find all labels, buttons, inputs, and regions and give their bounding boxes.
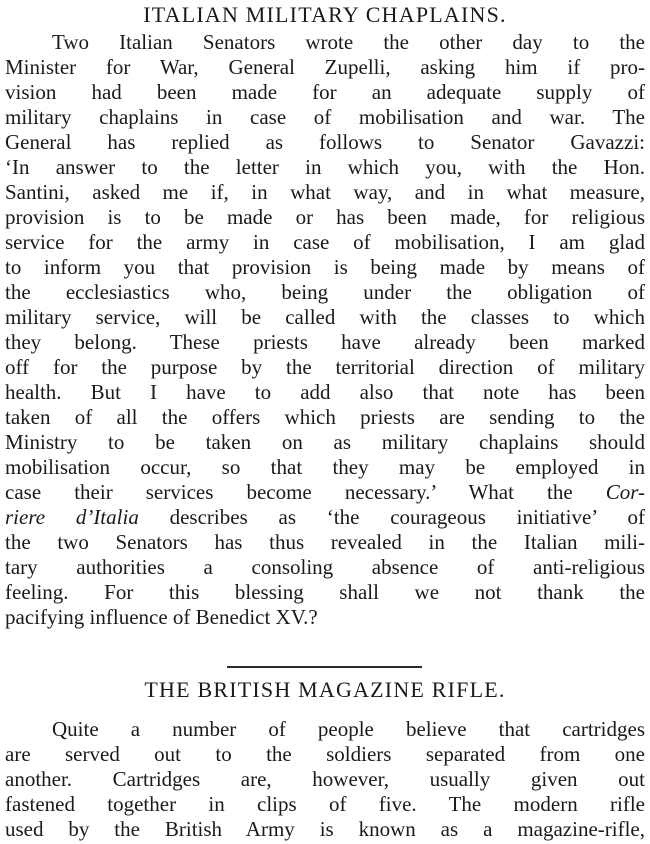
- text-line: off for the purpose by the territorial direction of military: [5, 355, 645, 379]
- text-line: case their services become necessary.’ What the Cor-: [5, 480, 645, 504]
- text-line: to inform you that provision is being made by means of: [5, 255, 645, 279]
- text-line: vision had been made for an adequate supply of: [5, 80, 645, 104]
- text-line: Santini, asked me if, in what way, and in what measure,: [5, 180, 645, 204]
- text-line: Ministry to be taken on as military chaplains should: [5, 430, 645, 454]
- text-line: Two Italian Senators wrote the other day to the: [52, 30, 645, 54]
- text-line: another. Cartridges are, however, usually given out: [5, 767, 645, 791]
- text-line: pacifying influence of Benedict XV.?: [5, 605, 318, 629]
- text-line: riere d’Italia describes as ‘the courageous initiative’ of: [5, 505, 646, 529]
- text-line: taken of all the offers which priests are sending to the: [5, 405, 645, 429]
- text-line: feeling. For this blessing shall we not thank the: [5, 580, 645, 604]
- text-line: tary authorities a consoling absence of anti-religious: [5, 555, 645, 579]
- text-line: the two Senators has thus revealed in the Italian mili-: [5, 530, 645, 554]
- text-line: service for the army in case of mobilisation, I am glad: [5, 230, 645, 254]
- text-line: they belong. These priests have already been marked: [5, 330, 645, 354]
- text-line: Minister for War, General Zupelli, asking him if pro-: [5, 55, 645, 79]
- newspaper-title: riere d’Italia: [5, 505, 139, 529]
- newspaper-title: Cor-: [605, 480, 645, 504]
- section-divider: [227, 666, 422, 668]
- text-line: military service, will be called with the classes to which: [5, 305, 645, 329]
- text-line: are served out to the soldiers separated from one: [5, 742, 645, 766]
- text-line: health. But I have to add also that note has been: [5, 380, 645, 404]
- text-line: used by the British Army is known as a magazine-rifle,: [5, 817, 645, 841]
- text-line: military chaplains in case of mobilisation and war. The: [5, 105, 645, 129]
- article-heading-italian-chaplains: ITALIAN MILITARY CHAPLAINS.: [143, 2, 507, 27]
- article-heading-british-rifle: THE BRITISH MAGAZINE RIFLE.: [144, 677, 506, 702]
- text-line: ‘In answer to the letter in which you, with the Hon.: [5, 155, 645, 179]
- text-line: mobilisation occur, so that they may be employed in: [5, 455, 645, 479]
- text-line: Quite a number of people believe that cartridges: [52, 717, 645, 741]
- text-line: fastened together in clips of five. The modern rifle: [5, 792, 645, 816]
- text-line: General has replied as follows to Senator Gavazzi:: [5, 130, 645, 154]
- text-line: the ecclesiastics who, being under the obligation of: [5, 280, 645, 304]
- text-line: provision is to be made or has been made, for religious: [5, 205, 645, 229]
